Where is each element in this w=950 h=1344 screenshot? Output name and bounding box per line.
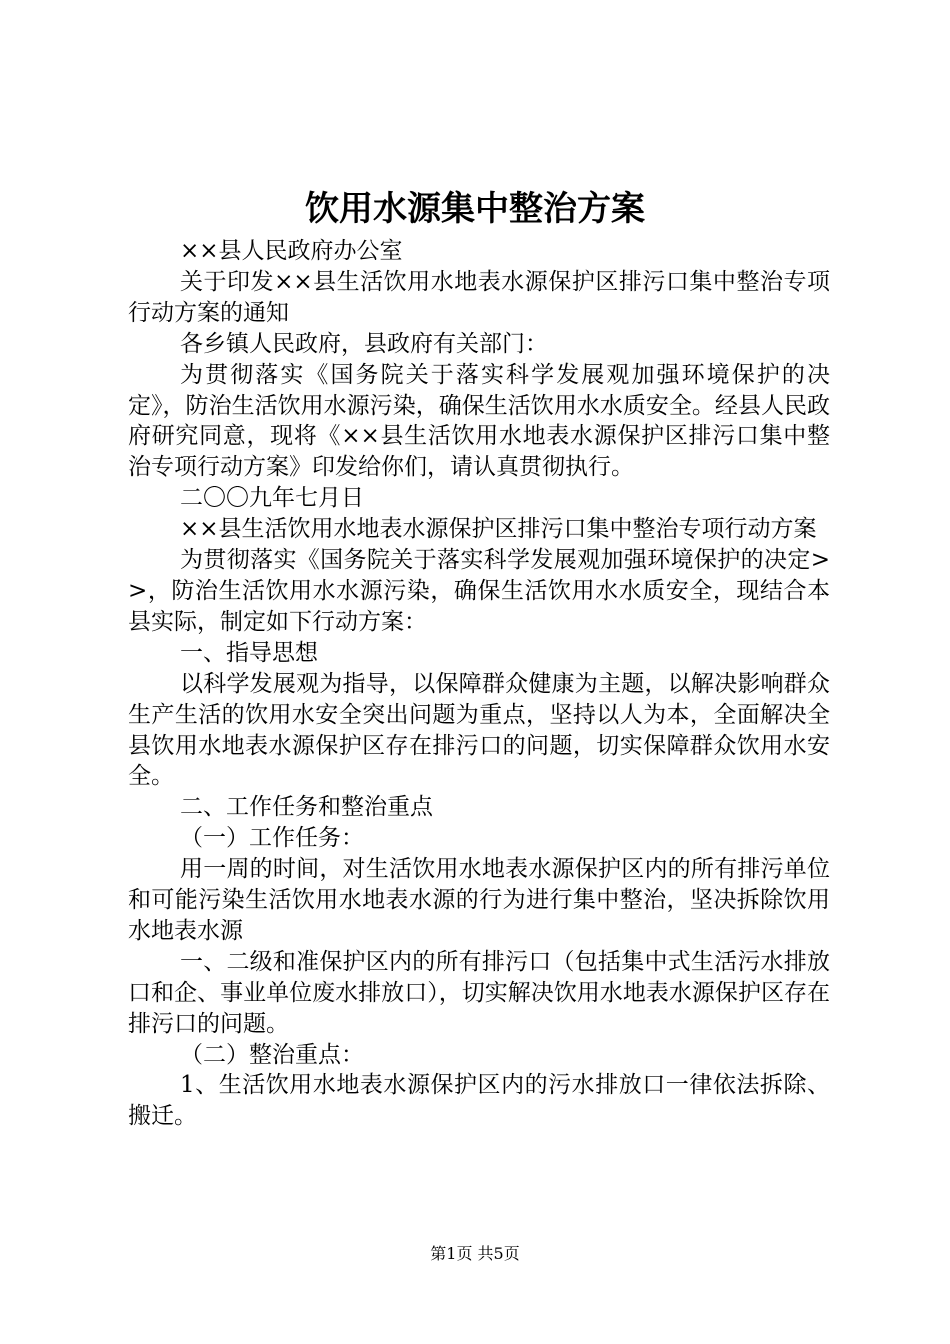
subsection-heading: （二）整治重点：	[180, 1041, 364, 1068]
subsection-heading: （一）工作任务：	[180, 825, 364, 852]
document-body	[128, 236, 830, 1132]
section-heading: 二、工作任务和整治重点	[180, 794, 433, 821]
paragraph: 为贯彻落实《国务院关于落实科学发展观加强环境保护的决定>>，防治生活饮用水水源污染，确保生活饮用水水质安全，现结合本县实际，制定如下行动方案：	[128, 547, 830, 635]
paragraph: 用一周的时间，对生活饮用水地表水源保护区内的所有排污单位和可能污染生活饮用水地表水源的行为进行集中整治，坚决拆除饮用水地表水源	[128, 856, 830, 944]
document-title: 饮用水源集中整治方案	[305, 189, 645, 229]
paragraph: 关于印发××县生活饮用水地表水源保护区排污口集中整治专项行动方案的通知	[128, 268, 830, 326]
paragraph: 以科学发展观为指导，以保障群众健康为主题，以解决影响群众生产生活的饮用水安全突出问题为重点，坚持以人为本，全面解决全县饮用水地表水源保护区存在排污口的问题，切实保障群众饮用水安全。	[128, 670, 830, 790]
paragraph: 为贯彻落实《国务院关于落实科学发展观加强环境保护的决定》，防治生活饮用水源污染，确保生活饮用水水质安全。经县人民政府研究同意，现将《××县生活饮用水地表水源保护区排污口集中整治专项行动方案》印发给你们，请认真贯彻执行。	[128, 361, 830, 481]
paragraph: 各乡镇人民政府，县政府有关部门：	[180, 330, 548, 357]
page-footer: 第1页 共5页	[430, 1244, 520, 1263]
paragraph: ××县人民政府办公室	[180, 238, 403, 264]
section-heading: 一、指导思想	[180, 639, 318, 666]
paragraph: 一、二级和准保护区内的所有排污口（包括集中式生活污水排放口和企、事业单位废水排放口），切实解决饮用水地表水源保护区存在排污口的问题。	[128, 948, 830, 1037]
paragraph: 1、生活饮用水地表水源保护区内的污水排放口一律依法拆除、搬迁。	[128, 1072, 830, 1130]
paragraph: 二〇〇九年七月日	[180, 485, 364, 512]
paragraph: ××县生活饮用水地表水源保护区排污口集中整治专项行动方案	[180, 516, 817, 543]
